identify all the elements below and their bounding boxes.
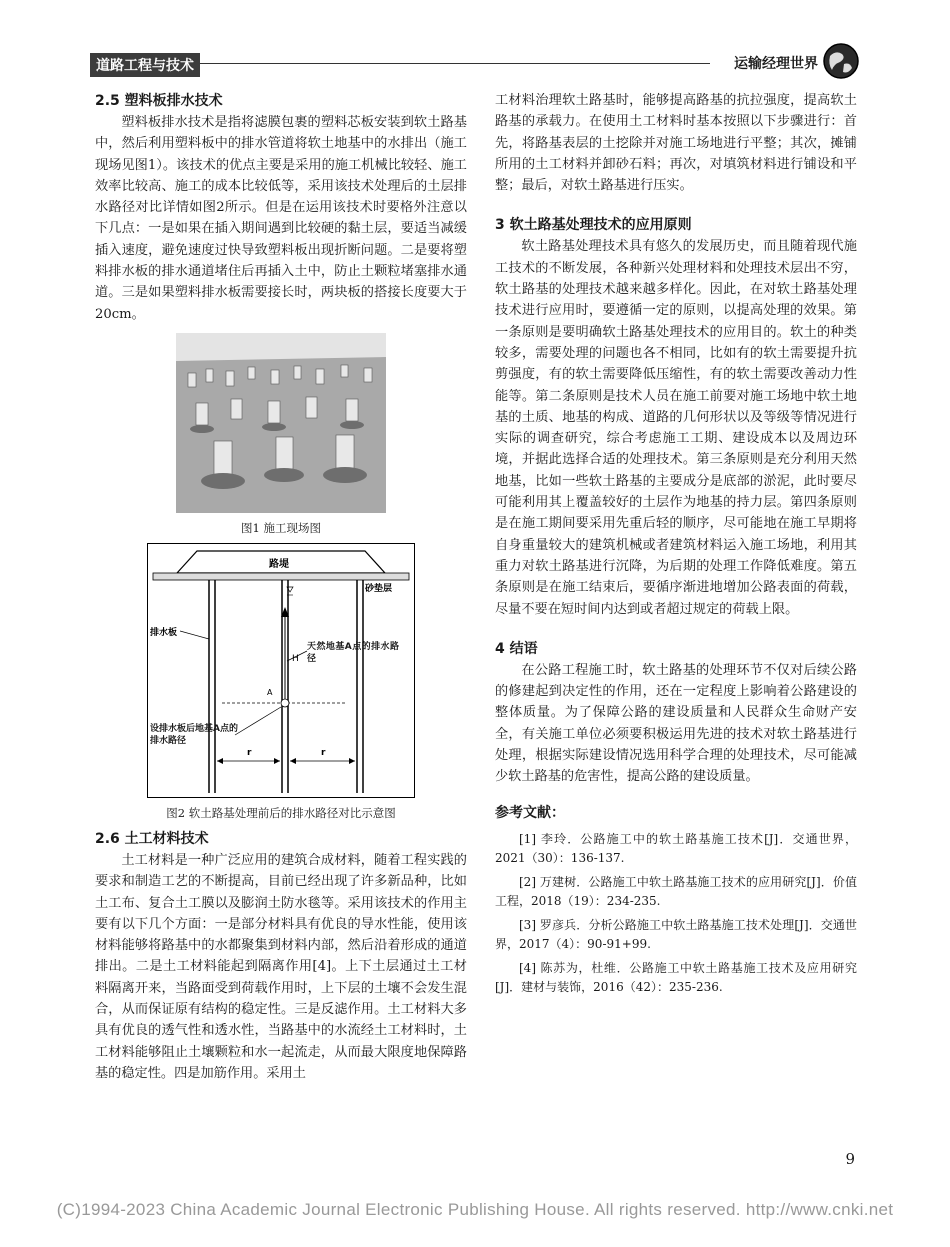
globe-logo-icon: [822, 42, 860, 80]
journal-name: 运输经理世界: [734, 56, 818, 72]
diagram-label-sand-layer: 砂垫层: [365, 583, 393, 594]
right-column: [495, 90, 857, 1002]
figure-2-caption: 图2 软土路基处理前后的排水路径对比示意图: [166, 805, 396, 820]
diagram-label-embankment: 路堤: [269, 558, 289, 570]
section-3-title: 3 软土路基处理技术的应用原则: [495, 217, 692, 234]
header-rule: [200, 63, 710, 64]
drainage-path-diagram: [147, 543, 415, 798]
page-header: [90, 50, 860, 78]
section-2-6-title: 2.6 土工材料技术: [95, 830, 209, 847]
section-2-5-title: 2.5 塑料板排水技术: [95, 93, 223, 109]
reference-item: [1] 李玲．公路施工中的软土路基施工技术[J]．交通世界，2021（30）：136-137.: [495, 831, 857, 866]
diagram-label-drain-board: 排水板: [150, 627, 178, 638]
left-column: [95, 90, 467, 1084]
section-3-paragraph: 软土路基处理技术具有悠久的发展历史，而且随着现代施工技术的不断发展，各种新兴处理材料和处理技术层出不穷，软土路基的处理技术越来越多样化。因此，在对软土路基处理技术进行应用时，要遵循一定的原则，以提高处理的效果。第一条原则是要明确软土路基处理技术的应用目的。软土的种类较多，需要处理的问题也各不相同，比如有的软土需要提升抗剪强度，有的软土需要降低压缩性，有的软土需要改善动力性能等。第二条原则是技术人员在施工前要对施工场地中软土地基的土质、地基的构成、道路的几何形状以及等级等情况进行实际的调查研究，综合考虑施工工期、建设成本以及周边环境，并据此选择合适的处理技术。第三条原则是充分利用天然地基，比如一些软土路基的主要成分是底部的淤泥，此时要尽可能利用其上覆盖较好的土层作为地基的持力层。第四条原则是在施工期间要采用先重后轻的顺序，尽可能地在施工早期将自身重量较大的建筑机械或者建筑材料运入施工场地，利用其重力对软土路基进行沉降，为后期的处理工作降低难度。第五条原则是在施工结束后，要循序渐进地增加公路表面的荷载，尽量不要在短时间内达到或者超过规定的荷载上限。: [495, 239, 857, 617]
copyright-footer: (C)1994-2023 China Academic Journal Electronic Publishing House. All rights reserved. http://www.cnki.net: [56, 1200, 894, 1219]
diagram-label-treated-path: 设排水板后地基A点的排水路径: [150, 723, 238, 746]
section-4-paragraph: 在公路工程施工时，软土路基的处理环节不仅对后续公路的修建起到决定性的作用，还在一定程度上影响着公路建设的整体质量。为了保障公路的建设质量和人民群众生命财产安全，有关施工单位必须要积极运用先进的技术对软土路基进行处理，根据实际建设情况选用科学合理的处理技术，尽可能减少软土路基的危害性，提高公路的建设质量。: [495, 662, 857, 785]
diagram-label-a: A: [267, 687, 273, 697]
diagram-label-r2: r: [321, 747, 326, 758]
diagram-label-r1: r: [247, 747, 252, 758]
journal-section-label: 道路工程与技术: [90, 53, 200, 77]
continued-paragraph: 工材料治理软土路基时，能够提高路基的抗拉强度，提高软土路基的承载力。在使用土工材料时基本按照以下步骤进行：首先，将路基表层的土挖除并对施工场地进行平整；其次，摊铺所用的土工材料并卸砂石料；再次，对填筑材料进行铺设和平整；最后，对软土路基进行压实。: [495, 93, 857, 194]
reference-item: [4] 陈苏为，杜维．公路施工中软土路基施工技术及应用研究[J]．建材与装饰，2016（42）：235-236.: [495, 960, 857, 995]
references-title: 参考文献：: [495, 804, 565, 821]
diagram-label-natural-path: 天然地基A点的排水路径: [307, 641, 399, 664]
reference-item: [3] 罗彦兵．分析公路施工中软土路基施工技术处理[J]．交通世界，2017（4）：90-91+99.: [495, 917, 857, 952]
figure-1-caption: 图1 施工现场图: [241, 520, 321, 535]
reference-item: [2] 万建树．公路施工中软土路基施工技术的应用研究[J]．价值工程，2018（19）：234-235.: [495, 874, 857, 909]
section-2-6-paragraph: 土工材料是一种广泛应用的建筑合成材料，随着工程实践的要求和制造工艺的不断提高，目前已经出现了许多新品种，比如土工布、复合土工膜以及膨润土防水毯等。采用该技术的作用主要有以下几个方面：一是部分材料具有优良的导水性能，使用该材料能够将路基中的水都聚集到材料内部，然后沿着形成的通道排出。二是土工材料能起到隔离作用[4]。上下土层通过土工材料隔离开来，当路面受到荷载作用时，上下层的土壤不会发生混合，从而保证原有结构的稳定性。三是反滤作用。土工材料大多具有优良的透气性和透水性，当路基中的水流经土工材料时，土工材料能够阻止土壤颗粒和水一起流走，从而最大限度地保障路基的稳定性。四是加筋作用。采用土: [95, 852, 467, 1081]
diagram-label-h: H: [292, 653, 299, 664]
construction-site-photo: [176, 333, 386, 513]
page-number: 9: [845, 1150, 855, 1168]
section-4-title: 4 结语: [495, 640, 538, 657]
section-2-5-paragraph: 塑料板排水技术是指将滤膜包裹的塑料芯板安装到软土路基中，然后利用塑料板中的排水管道将软土地基中的水排出（施工现场见图1）。该技术的优点主要是采用的施工机械比较轻、施工效率比较高、施工的成本比较低等，采用该技术处理后的土层排水路径对比详情如图2所示。但是在运用该技术时要格外注意以下几点：一是如果在插入期间遇到比较硬的黏土层，要适当减缓插入速度，避免速度过快导致塑料板出现折断问题。二是要将塑料排水板的排水通道堵住后再插入土中，防止土颗粒堵塞排水通道。三是如果塑料排水板需要接长时，两块板的搭接长度要大于20cm。: [95, 115, 467, 322]
